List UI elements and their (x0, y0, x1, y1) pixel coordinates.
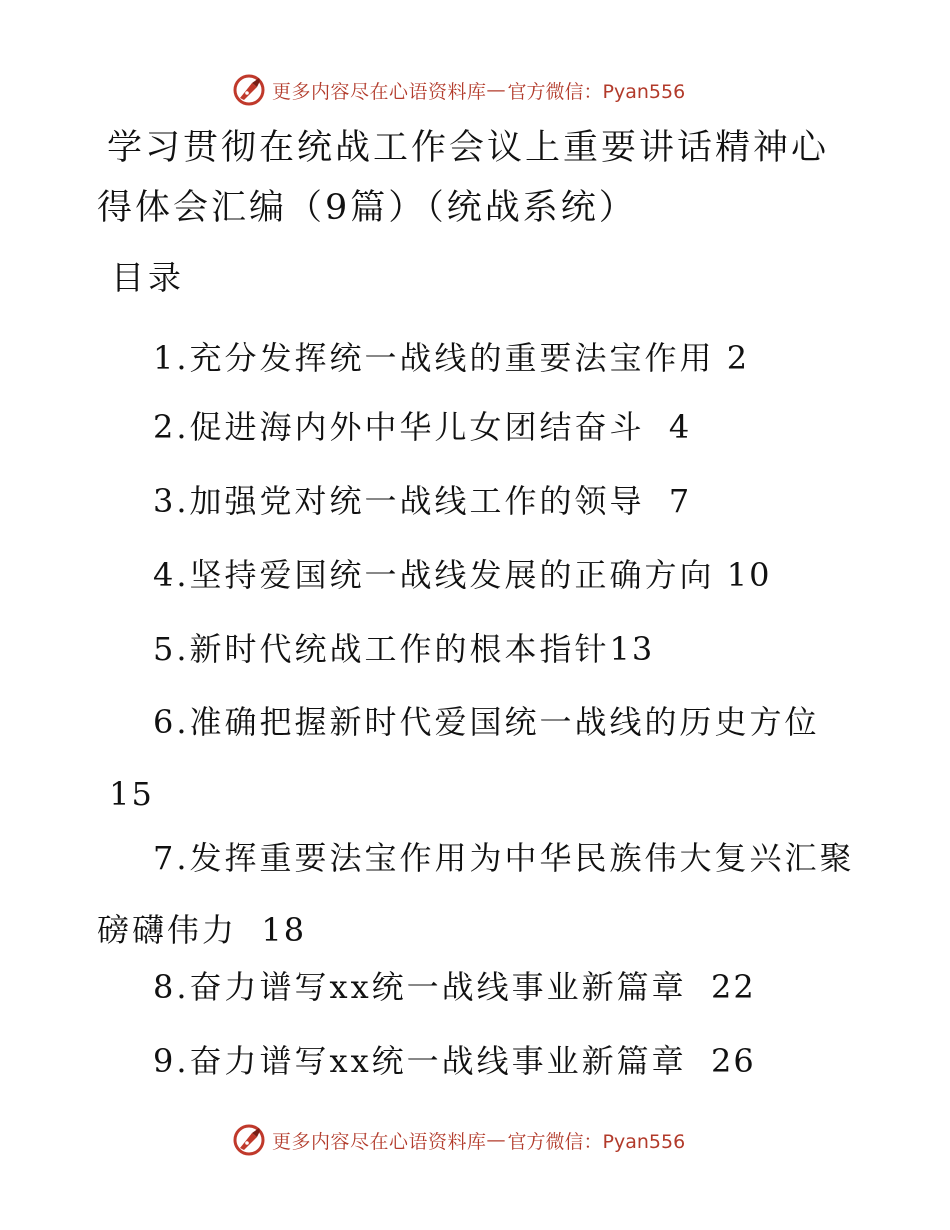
toc-item[interactable] (97, 613, 857, 685)
toc-item[interactable] (97, 539, 857, 611)
pen-nib-logo-icon (232, 73, 266, 107)
toc-item-title: 9.奋力谱写xx统一战线事业新篇章 (153, 1042, 687, 1080)
toc-item[interactable] (97, 951, 857, 1023)
toc-item-page: 15 (97, 775, 154, 813)
toc-item-page: 22 (686, 968, 756, 1006)
document-title: 学习贯彻在统战工作会议上重要讲话精神心得体会汇编（9篇）（统战系统） (97, 128, 830, 228)
banner-slogan: 更多内容尽在心语资料库 (272, 1130, 487, 1153)
banner-separator: — (486, 79, 506, 101)
toc-heading: 目录 (111, 258, 185, 297)
toc-item-title: 5.新时代统战工作的根本指针 (153, 630, 610, 668)
toc-item-title: 3.加强党对统一战线工作的领导 (153, 482, 645, 520)
footer-banner (232, 1122, 685, 1158)
toc-item[interactable] (97, 322, 857, 394)
banner-wechat: 官方微信：Pyan556 (507, 80, 686, 103)
banner-separator: — (486, 1129, 506, 1151)
toc-item-title: 8.奋力谱写xx统一战线事业新篇章 (153, 968, 687, 1006)
pen-nib-logo-icon (232, 1123, 266, 1157)
toc-item-title: 2.促进海内外中华儿女团结奋斗 (153, 408, 645, 446)
toc-item-page: 18 (237, 911, 307, 949)
toc-item-page: 7 (644, 482, 692, 520)
banner-wechat: 官方微信：Pyan556 (507, 1130, 686, 1153)
toc-item[interactable] (97, 391, 857, 463)
toc-item-title: 1.充分发挥统一战线的重要法宝作用 (153, 339, 715, 377)
toc-item[interactable] (97, 465, 857, 537)
toc-item-page: 13 (609, 630, 655, 668)
toc-item-title: 7.发挥重要法宝作用为中华民族伟大复兴汇聚磅礴伟力 (97, 839, 855, 949)
toc-item[interactable] (97, 686, 857, 830)
toc-item-page: 4 (644, 408, 692, 446)
toc-item-page: 2 (714, 339, 750, 377)
toc-item[interactable] (97, 1025, 857, 1097)
toc-item-title: 6.准确把握新时代爱国统一战线的历史方位 (153, 703, 820, 741)
toc-item-page: 10 (714, 556, 772, 594)
toc-item[interactable] (97, 822, 857, 966)
toc-item-page: 26 (686, 1042, 756, 1080)
banner-slogan: 更多内容尽在心语资料库 (272, 80, 487, 103)
toc-item-title: 4.坚持爱国统一战线发展的正确方向 (153, 556, 715, 594)
header-banner (232, 72, 685, 108)
